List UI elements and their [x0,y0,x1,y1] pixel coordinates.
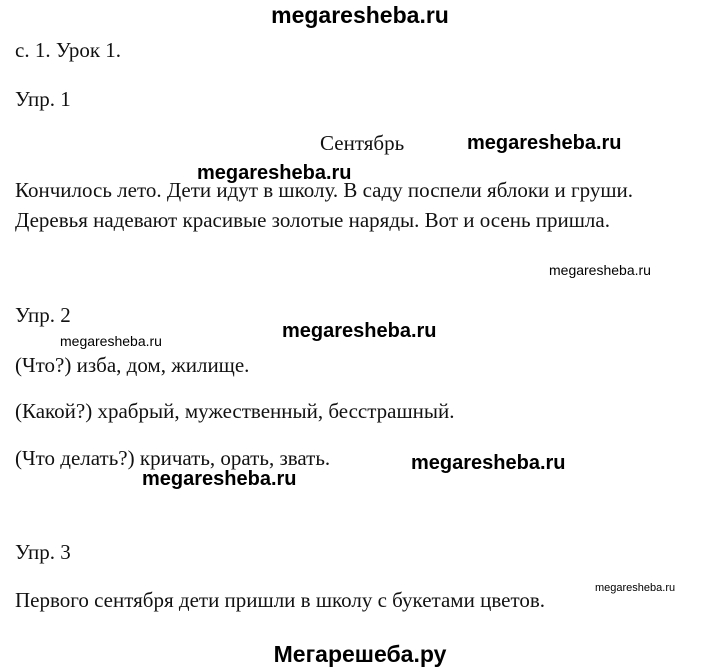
exercise-2-label: Упр. 2 [15,303,71,327]
exercise-1-text-line: Кончилось лето. Дети идут в школу. В саду поспели яблоки и груши. [15,178,634,202]
footer-watermark: Мегарешеба.ру [273,641,447,667]
watermark: megaresheba.ru [142,468,297,490]
exercise-2-text-line: (Что делать?) кричать, орать, звать. [15,446,331,470]
watermark: megaresheba.ru [549,262,651,278]
watermark: megaresheba.ru [197,162,352,184]
exercise-3-label: Упр. 3 [15,540,71,564]
page-reference: с. 1. Урок 1. [15,38,122,62]
watermark: megaresheba.ru [467,132,622,154]
watermark: megaresheba.ru [595,582,676,594]
exercise-1-text-line: Деревья надевают красивые золотые наряды. Вот и осень пришла. [15,208,610,232]
exercise-3-text-line: Первого сентября дети пришли в школу с букетами цветов. [15,588,546,612]
exercise-2-text-line: (Что?) изба, дом, жилище. [15,353,250,377]
exercise-1-title: Сентябрь [320,131,405,155]
watermark: megaresheba.ru [60,333,162,349]
exercise-2-text-line: (Какой?) храбрый, мужественный, бесстрашный. [15,399,455,423]
header-watermark: megaresheba.ru [271,2,449,28]
watermark: megaresheba.ru [282,320,437,342]
exercise-1-label: Упр. 1 [15,87,71,111]
watermark: megaresheba.ru [411,452,566,474]
